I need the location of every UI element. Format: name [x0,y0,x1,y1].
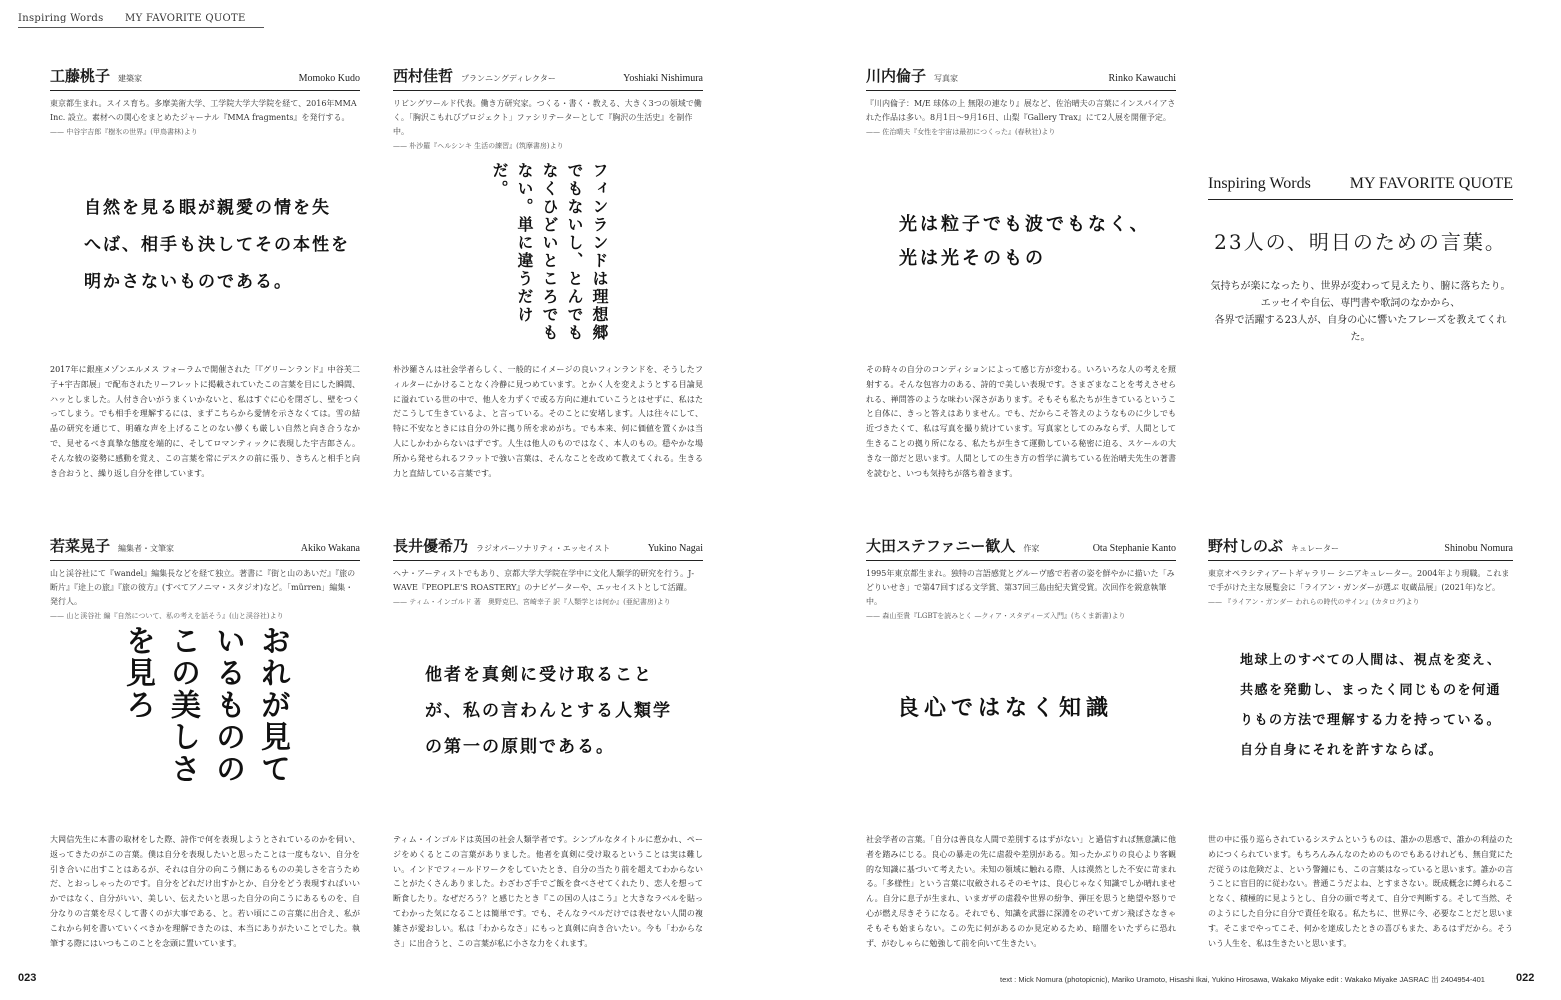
quote-line: へば、相手も決してその本性を [84,235,350,255]
quote-nishimura [487,162,612,352]
person-role: キュレーター [1291,544,1340,553]
header-tag-en: Inspiring Words [18,13,104,24]
intro-lead-line: エッセイや自伝、専門書や歌詞のなかから、 [1260,298,1461,309]
quote-line: でもないし、とんでも [565,162,584,342]
intro-lead [1208,278,1513,346]
person-role: ラジオパーソナリティ・エッセイスト [476,544,611,553]
profile-kudo [50,65,360,137]
quote-line: が、私の言わんとする人類学 [425,701,672,721]
quote-source: —— 佐治晴夫『女性を宇宙は最初につくった』(春秋社)より [866,127,1176,137]
quote-nomura [1240,646,1502,766]
quote-line: 地球上のすべての人間は、視点を変え、 [1240,653,1502,668]
person-name: 工藤桃子 [50,67,111,85]
quote-ota [897,690,1113,727]
person-roman: Rinko Kawauchi [1108,73,1176,84]
quote-line: 自分自身にそれを許すならば。 [1240,743,1444,758]
person-bio: 山と渓谷社にて『wandel』編集長などを経て独立。著書に『街と山のあいだ』『旅の断片』『途上の旅』『旅の彼方』(すべてアノニマ・スタジオ)など。「mürren」編集・発行人。 [50,569,356,606]
profile-kawauchi [866,65,1176,137]
quote-line: 共感を発動し、まったく同じものを何通 [1240,683,1502,698]
person-name: 西村佳哲 [393,67,454,85]
quote-line: 光は光そのもの [899,248,1046,269]
intro-lead-line: 各界で活躍する23人が、自身の心に響いたフレーズを教えてくれた。 [1214,315,1507,343]
quote-line: おれが見て [255,625,290,785]
intro-lead-line: 気持ちが楽になったり、世界が変わって見えたり、腑に落ちたり。 [1210,281,1511,292]
quote-line: フィンランドは理想郷 [590,162,609,342]
profile-nishimura [393,65,703,151]
page-number-left: 023 [18,972,37,984]
person-name: 川内倫子 [866,67,927,85]
person-bio: 『川内倫子：M/E 球体の上 無限の連なり』展など、佐治晴夫の言葉にインスパイアされた作品は多い。8月1日〜9月16日、山梨『Gallery Trax』にて2人展を開催予定。 [866,99,1176,122]
quote-wakana [115,625,295,805]
quote-line: 明かさないものである。 [84,272,293,292]
intro-en-right: MY FAVORITE QUOTE [1349,175,1513,192]
person-role: 作家 [1023,544,1040,553]
profile-nomura [1208,535,1513,607]
page-number-right: 022 [1516,972,1535,984]
body-kudo: 2017年に銀座メゾンエルメス フォーラムで開催された「『グリーンランド』中谷芙二子+宇吉郎展」で配布されたリーフレットに掲載されていたこの言葉を目にした瞬間、ハッとしました。人付き合いがうまくいかないと、私はすぐに心を閉ざし、壁をつくってしまう。でも相手を理解するには、まずこちらから愛情を示さなくては。雪の結晶の研究を通じて、明確な声を上げることのない儚くも厳しい自然と向き合うなかで、見せるべき真摯な態度を端的に、そしてロマンティックに表現した宇吉郎さん。そんな彼の姿勢に感動を覚え、この言葉を常にデスクの前に張り、きちんと相手と向き合おうと、繰り返し自分を律しています。 [50,365,360,478]
profile-nagai [393,535,703,607]
quote-nagai [425,657,672,765]
body-nagai: ティム・インゴルドは英国の社会人類学者です。シンプルなタイトルに惹かれ、ページをめくるとこの言葉がありました。他者を真剣に受け取るということは実は難しい。インドでフィールドワークをしていたとき、自分の当たり前を超えてわからないことがたくさんありました。わざわざ手でご飯を食べさせてくれたり、恋人を想って断食したり。なぜだろう？と感じたとき『この国の人はこう』と大きなラベルを貼ってわかった気になることは簡単です。でも、そんなラベルだけでは表せない人間の複雑さが愛おしい。私は「わからなさ」にもっと真剣に向き合いたい。今も「わからなさ」に出合うと、この言葉が私に小さな力をくれます。 [393,835,703,948]
person-name: 長井優希乃 [393,537,469,555]
person-name: 大田ステファニー歓人 [866,537,1016,555]
quote-source: —— 山と渓谷社 編『自然について、私の考えを話そう』(山と渓谷社)より [50,611,360,621]
person-roman: Akiko Wakana [300,543,360,554]
quote-line: ない。単に違うだけだ。 [490,162,534,324]
intro-heading [1208,175,1513,200]
person-roman: Momoko Kudo [298,73,360,84]
person-role: 編集者・文筆家 [118,544,175,553]
person-bio: 東京都生まれ。スイス育ち。多摩美術大学、工学院大学大学院を経て、2016年MMA Inc. 設立。素材への関心をまとめたジャーナル『MMA fragments』を発行する。 [50,99,357,122]
person-role: 建築家 [118,74,143,83]
quote-line: 自然を見る眼が親愛の情を失 [84,198,331,218]
credits: text : Mick Nomura (photopicnic), Mariko Uramoto, Hisashi Ikai, Yukino Hirosawa, Wakako Miyake edit : Wakako Miyake JASRAC 出 2404954-401 [1000,975,1485,984]
person-name: 野村しのぶ [1208,537,1284,555]
body-wakana: 大岡信先生に本書の取材をした際、詩作で何を表現しようとされているのかを伺い、返ってきたのがこの言葉。僕は自分を表現したいと思ったことは一度もない、自分を引き合いに出すことはあるが、それは自分の向こう側にあるものの美しさを言うためだ、とおっしゃったのです。自分をどれだけ出すかとか、自分をどう表現すればいいかではなく、自分がいい、美しい、伝えたいと思った自分の向こうにあるものを、自分なりの言葉を尽くして書くのが大事である、と。若い頃にこの言葉に出合え、私がこれから何を書いていくべきかを理解できたのは、本当にありがたいことでした。執筆する際にはいつもこのことを念頭に置いています。 [50,835,360,948]
person-name: 若菜晃子 [50,537,111,555]
quote-source: —— ティム・インゴルド 著 奥野克巳、宮崎幸子 訳『人類学とは何か』(亜紀書房)より [393,597,703,607]
person-roman: Shinobu Nomura [1444,543,1513,554]
quote-line: 良心ではなく知識 [897,696,1114,721]
intro-title: 23人の、明日のための言葉。 [1214,230,1507,254]
quote-source: —— 森山至貴『LGBTを読みとく —クィア・スタディーズ入門』(ちくま新書)より [866,611,1176,621]
body-ota: 社会学者の言葉。「自分は善良な人間で差別するはずがない」と過信すれば無意識に他者を踏みにじる。良心の暴走の先に虐殺や差別がある。知ったかぶりの良心より客観的な知識に基づいて考えたい。未知の領域に触れる際、人は漠然とした不安に苛まれる。「多様性」という言葉に収斂されるそのモヤは、良心じゃなく知識でしか晴れません。自分に息子が生まれ、いまガザの虐殺や世界の紛争、弾圧を思うと絶望や怒りで心が燃え尽きそうになる。それでも、知識を武器に深淵をのぞいてガン飛ばさなきゃそもそも始まらない。この先に何があるのか見定めるため、暗闇をいたずらに恐れず、がむしゃらに勉強して前を向いて生きたい。 [866,835,1176,948]
person-bio: リビングワールド代表。働き方研究家。つくる・書く・教える、大きく3つの領域で働く。「胸沢こもれびプロジェクト」ファシリテーターとして『胸沢の生活史』を制作中。 [393,99,702,136]
profile-ota [866,535,1176,621]
quote-source: —— 朴沙羅『ヘルシンキ 生活の練習』(筑摩書房)より [393,141,703,151]
quote-line: なくひどいところでも [540,162,559,342]
intro-en-left: Inspiring Words [1208,175,1311,192]
quote-line: この美しさ [165,625,200,785]
quote-line: いるものの [210,625,245,785]
quote-kudo [84,190,350,301]
quote-line: 他者を真剣に受け取ること [425,665,653,685]
header-tag-title: MY FAVORITE QUOTE [125,13,246,24]
quote-line: の第一の原則である。 [425,737,615,757]
body-nishimura: 朴沙羅さんは社会学者らしく、一般的にイメージの良いフィンランドを、そうしたフィルターにかけることなく冷静に見つめています。とかく人を変えようとする目論見に溢れている世の中で、他人を力ずくで或る方向に連れていこうとはせずに、私はただこうして生きているよ、と言っている。そのことに安堵します。人は往々にして、特に不安なときには自分の外に拠り所を求めがち。でも本来、何に価値を置くかは当人にしかわからないはずです。人生は他人のものではなく、本人のもの。穏やかな場所から発せられるフラットで強い言葉は、そんなことを改めて教えてくれる。生きる力と直結している言葉です。 [393,365,703,478]
quote-source: —— 『ライアン・ガンダー われらの時代のサイン』(カタログ)より [1208,597,1513,607]
quote-line: りもの方法で理解する力を持っている。 [1240,713,1502,728]
body-nomura: 世の中に張り巡らされているシステムというものは、誰かの思惑で、誰かの利益のためにつくられています。もちろんみんなのためのものでもあるけれども、無自覚にただ従うのは危険だよ、という警鐘にも、この言葉はなっていると思います。誰かの言うことに盲目的に従わない。普通こうだよね、とすまさない。既成概念に縛られることなく、積極的に見ようとし、自分の頭で考えて、自分で判断する。そして当然、そのようにした自分に自分で責任を取る。私たちに、世界に今、必要なことだと思います。そこまでやってこそ、何かを達成したときの喜びもまた、あるはずだから。そういう人生を、私は生きたいと思います。 [1208,835,1513,948]
profile-wakana [50,535,360,621]
person-roman: Yukino Nagai [647,543,703,554]
person-role: 写真家 [934,74,959,83]
quote-line: を見ろ [120,625,155,721]
person-role: プランニングディレクター [461,74,556,83]
quote-line: 光は粒子でも波でもなく、 [899,214,1151,235]
person-bio: 東京オペラシティアートギャラリー シニアキュレーター。2004年より現職。これまで手がけた主な展覧会に「ライアン・ガンダーが選ぶ 収蔵品展」(2021年)など。 [1208,569,1510,592]
body-kawauchi: その時々の自分のコンディションによって感じ方が変わる。いろいろな人の考えを照射する。そんな包容力のある、詩的で美しい表現です。さまざまなことを考えさせられる、禅問答のような味わい深さがあります。そもそも私たちが生きているということ自体に、きっと答えはありません。でも、だからこそ答えのようなものに少しでも近づきたくて、私は写真を撮り続けています。写真家としてのみならず、人間として生きることの拠り所になる、私たちが生きて運動している秘密に迫る、スケールの大きな一節だと思います。人間としての生き方の哲学に満ちている佐治晴夫先生の著書を読むと、いつも気持ちが落ち着きます。 [866,365,1176,478]
person-roman: Yoshiaki Nishimura [623,73,703,84]
section-header [18,13,264,28]
person-bio: 1995年東京都生まれ。独特の言語感覚とグルーヴ感で若者の姿を鮮やかに描いた「みどりいせき」で第47回すばる文学賞、第37回三島由紀夫賞受賞。次回作を鋭意執筆中。 [866,569,1175,606]
person-roman: Ota Stephanie Kanto [1092,543,1176,554]
quote-source: —— 中谷宇吉郎『樹氷の世界』(甲鳥書林)より [50,127,360,137]
person-bio: ヘナ・アーティストでもあり、京都大学大学院在学中に文化人類学的研究を行う。J-WAVE『PEOPLE'S ROASTERY』のナビゲーターや、エッセイストとして活躍。 [393,569,695,592]
quote-kawauchi [899,208,1151,276]
